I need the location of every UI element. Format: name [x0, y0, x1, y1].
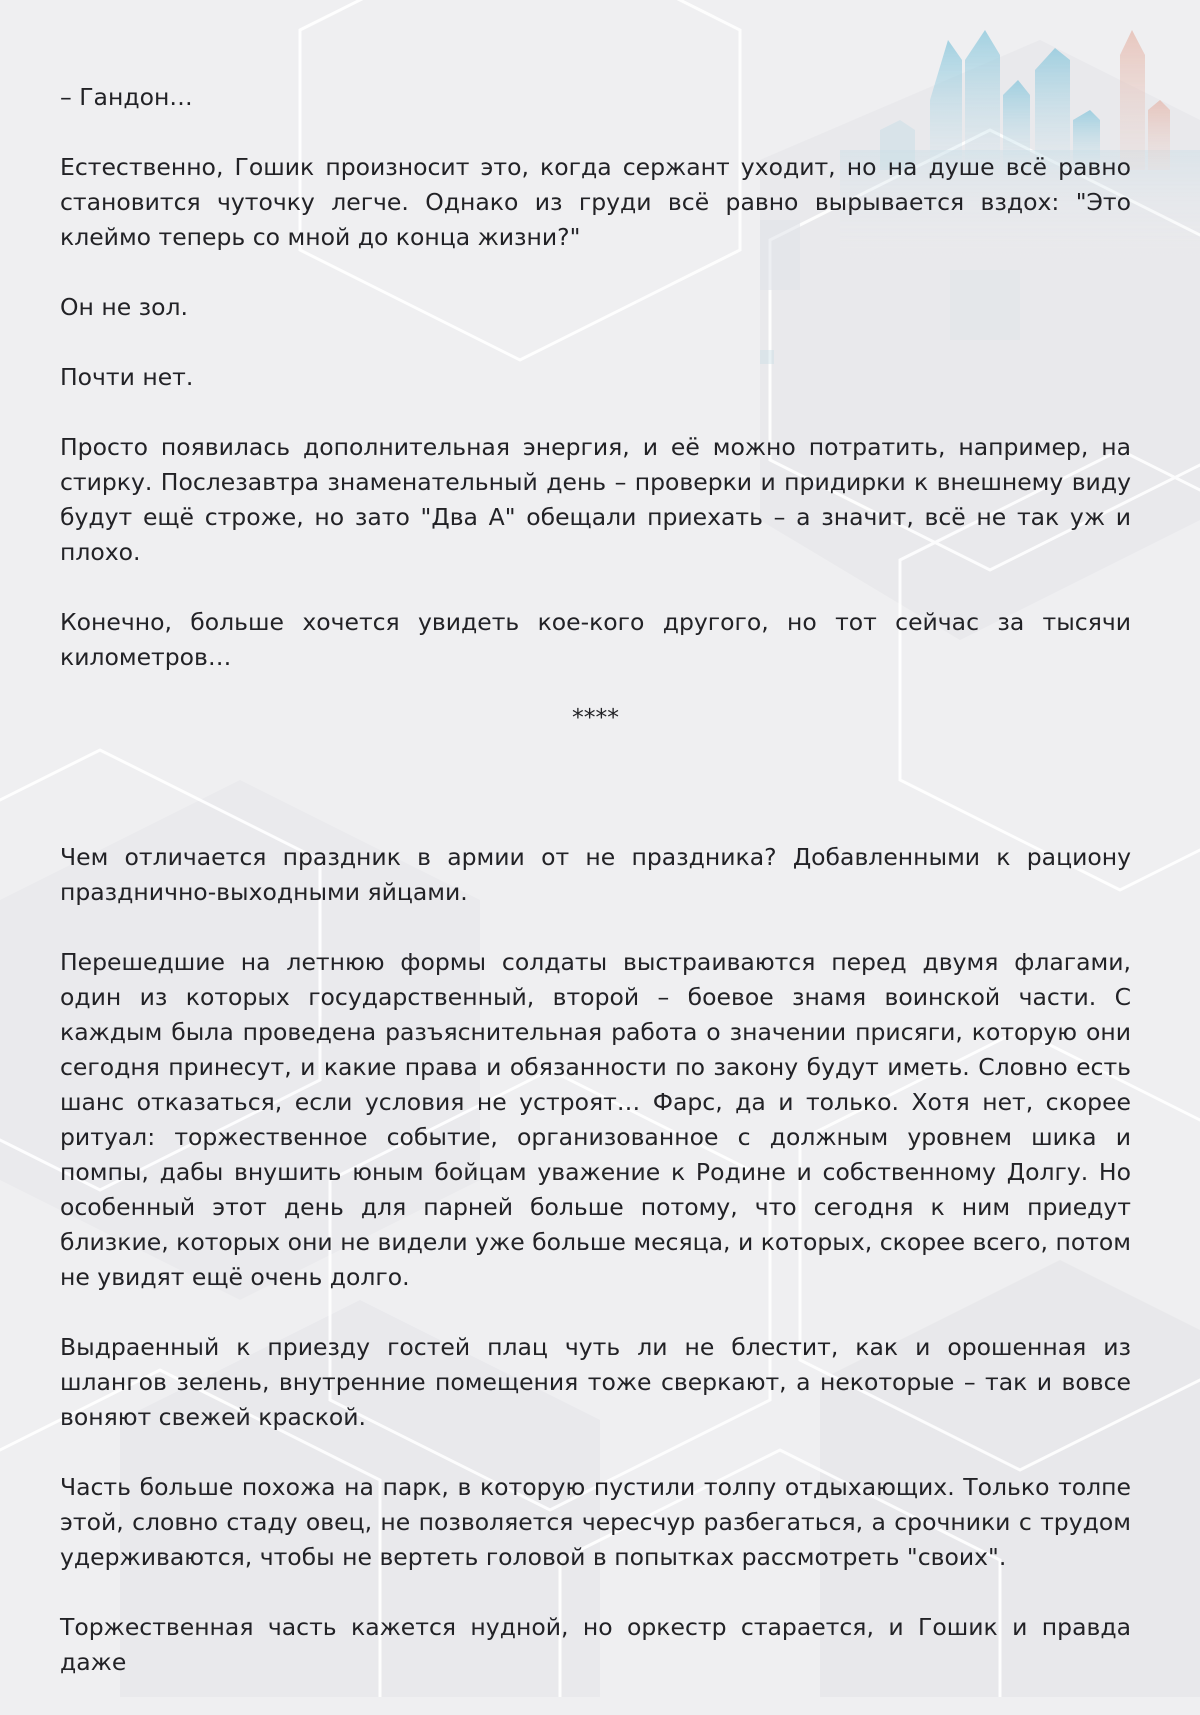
paragraph: Часть больше похожа на парк, в которую пустили толпу отдыхающих. Только толпе этой, словно стаду овец, не позволяется чересчур разбегаться, а срочники с трудом удерживаются, чтобы не вертеть головой в попытках рассмотреть "своих". [60, 1473, 1131, 1571]
section-separator: **** [572, 703, 619, 731]
paragraph: Конечно, больше хочется увидеть кое-кого другого, но тот сейчас за тысячи километров… [60, 608, 1131, 671]
section-gap [60, 735, 1131, 840]
paragraph: Почти нет. [60, 363, 194, 391]
document-body [60, 80, 1131, 1715]
paragraph: Естественно, Гошик произносит это, когда сержант уходит, но на душе всё равно становится чуточку легче. Однако из груди всё равно вырывается вздох: "Это клеймо теперь со мной до конца жизни?" [60, 153, 1131, 251]
paragraph: – Гандон… [60, 83, 193, 111]
paragraph: Просто появилась дополнительная энергия, и её можно потратить, например, на стирку. Послезавтра знаменательный день – проверки и придирки к внешнему виду будут ещё строже, но зато "Два А" обещали приехать – а значит, всё не так уж и плохо. [60, 433, 1131, 566]
paragraph: Торжественная часть кажется нудной, но оркестр старается, и Гошик и правда даже [60, 1613, 1131, 1676]
paragraph: Выдраенный к приезду гостей плац чуть ли не блестит, как и орошенная из шлангов зелень, внутренние помещения тоже сверкают, а некоторые – так и вовсе воняют свежей краской. [60, 1333, 1131, 1431]
paragraph: Он не зол. [60, 293, 188, 321]
paragraph: Чем отличается праздник в армии от не праздника? Добавленными к рациону празднично-выходными яйцами. [60, 843, 1131, 906]
paragraph: Перешедшие на летнюю формы солдаты выстраиваются перед двумя флагами, один из которых государственный, второй – боевое знамя воинской части. С каждым была проведена разъяснительная работа о значении присяги, которую они сегодня принесут, и какие права и обязанности по закону будут иметь. Словно есть шанс отказаться, если условия не устроят… Фарс, да и только. Хотя нет, скорее ритуал: торжественное событие, организованное с должным уровнем шика и помпы, дабы внушить юным бойцам уважение к Родине и собственному Долгу. Но особенный этот день для парней больше потому, что сегодня к ним приедут близкие, которых они не видели уже больше месяца, и которых, скорее всего, потом не увидят ещё очень долго. [60, 948, 1131, 1291]
